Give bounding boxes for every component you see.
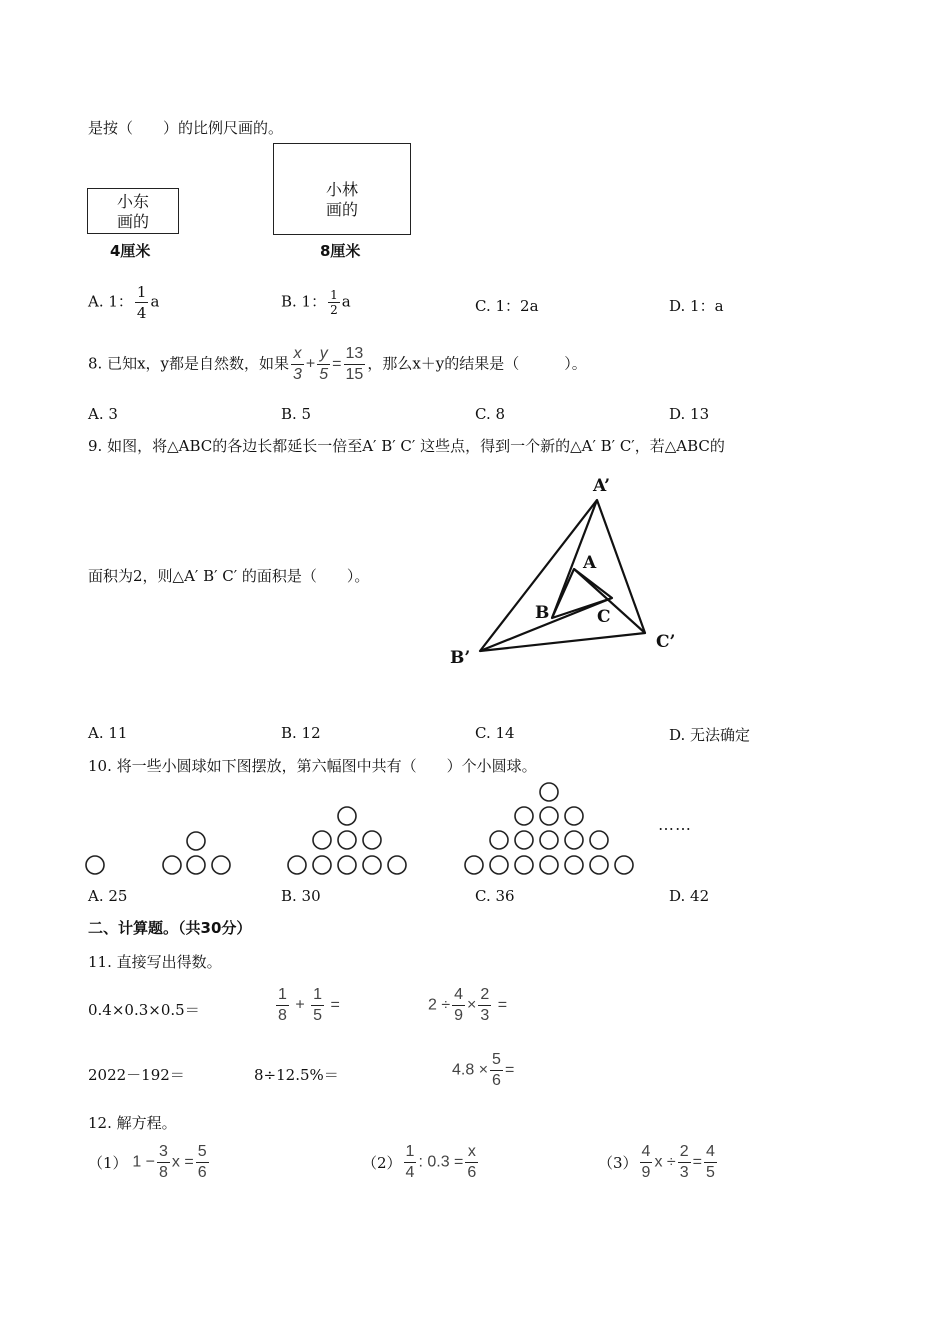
- eq-middle: x =: [171, 1153, 194, 1171]
- equals-sign: =: [330, 996, 340, 1014]
- opt-b-suffix: a: [341, 292, 351, 311]
- plus-sign: +: [305, 355, 316, 373]
- ball: [388, 856, 406, 874]
- fraction: [311, 985, 324, 1026]
- q8-stem: [88, 344, 587, 385]
- ball: [515, 831, 533, 849]
- small-drawing-box: [87, 188, 179, 234]
- ball: [338, 807, 356, 825]
- triangle-diagram: [440, 465, 710, 675]
- eq-middle: x ÷: [654, 1153, 676, 1171]
- denominator: 3: [293, 366, 302, 383]
- denominator: 3: [480, 1007, 490, 1024]
- operator: +: [295, 996, 305, 1014]
- ball: [540, 807, 558, 825]
- equation-1: [88, 1142, 211, 1183]
- label-a-prime: A’: [593, 476, 611, 496]
- fraction-x-3: [291, 344, 304, 385]
- small-box-line2: 画的: [116, 212, 149, 231]
- ball: [363, 831, 381, 849]
- numerator: 1: [311, 985, 324, 1006]
- ball: [565, 807, 583, 825]
- label-a: A: [583, 553, 597, 573]
- fraction-y-5: [317, 344, 330, 385]
- denominator: 8: [278, 1007, 287, 1024]
- fraction: [276, 985, 289, 1026]
- fraction: [490, 1050, 503, 1091]
- eq-label: （1）: [88, 1154, 128, 1172]
- large-drawing-box: [273, 143, 411, 235]
- ball: [338, 856, 356, 874]
- denominator: 4: [136, 304, 147, 322]
- q7-option-a[interactable]: [88, 282, 159, 323]
- q8-option-d[interactable]: D. 13: [669, 405, 710, 423]
- equals-sign: =: [692, 1153, 702, 1171]
- ball: [187, 856, 205, 874]
- fraction: [640, 1142, 653, 1183]
- fraction-13-15: [344, 344, 366, 385]
- ball: [86, 856, 104, 874]
- calc-6: [452, 1050, 514, 1091]
- q11-stem: 11. 直接写出得数。: [88, 953, 222, 971]
- q7-option-c[interactable]: C. 1：2a: [475, 297, 539, 315]
- opt-a-suffix: a: [150, 292, 160, 311]
- small-box-line1: 小东: [116, 192, 149, 211]
- eq-middle: : 0.3 =: [418, 1153, 464, 1171]
- fraction: [196, 1142, 209, 1183]
- eq-prefix: 1 −: [132, 1153, 156, 1171]
- q10-stem: 10. 将一些小圆球如下图摆放，第六幅图中共有（ ）个小圆球。: [88, 757, 537, 775]
- ball: [490, 831, 508, 849]
- numerator: 4: [452, 985, 465, 1006]
- calc-5: 8÷12.5%＝: [254, 1066, 339, 1084]
- ball: [163, 856, 181, 874]
- fraction: [704, 1142, 717, 1183]
- fraction: [452, 985, 465, 1026]
- denominator: 2: [330, 303, 338, 317]
- q8-option-a[interactable]: A. 3: [88, 405, 118, 423]
- fraction: [135, 282, 149, 323]
- calc-3: [428, 985, 507, 1026]
- q9-option-b[interactable]: B. 12: [281, 724, 321, 742]
- q10-option-a[interactable]: A. 25: [88, 887, 128, 905]
- fraction: [404, 1142, 417, 1183]
- denominator: 6: [492, 1072, 501, 1089]
- eq-label: （3）: [598, 1154, 638, 1172]
- q7-option-b[interactable]: [281, 288, 351, 317]
- fraction: [157, 1142, 170, 1183]
- ball: [540, 831, 558, 849]
- denominator: 9: [641, 1164, 651, 1181]
- denominator: 6: [467, 1164, 477, 1181]
- opt-b-prefix: B. 1：: [281, 292, 327, 311]
- ball: [515, 807, 533, 825]
- q12-stem: 12. 解方程。: [88, 1114, 177, 1132]
- ball: [313, 856, 331, 874]
- section-title: 二、计算题。（共30分）: [88, 919, 252, 937]
- ball: [615, 856, 633, 874]
- calc-4: 2022－192＝: [88, 1066, 185, 1084]
- q9-option-c[interactable]: C. 14: [475, 724, 515, 742]
- q8-suffix: ，那么x＋y的结果是（ ）。: [367, 354, 587, 373]
- numerator: 1: [404, 1142, 417, 1163]
- q8-option-b[interactable]: B. 5: [281, 405, 312, 423]
- ball: [590, 831, 608, 849]
- ball-patterns: [80, 778, 720, 880]
- ball: [212, 856, 230, 874]
- q9-stem-line1: 9. 如图，将△ABC的各边长都延长一倍至A′ B′ C′ 这些点，得到一个新的△A′ B′ C′，若△ABC的: [88, 437, 725, 455]
- numerator: 4: [640, 1142, 653, 1163]
- numerator: 2: [678, 1142, 691, 1163]
- ball: [490, 856, 508, 874]
- large-box-line1: 小林: [325, 180, 358, 199]
- denominator: 6: [197, 1164, 207, 1181]
- calc-2: [274, 985, 340, 1026]
- ball: [313, 831, 331, 849]
- operator: ×: [467, 996, 477, 1014]
- q9-option-a[interactable]: A. 11: [88, 724, 128, 742]
- large-box-caption: 8厘米: [320, 242, 361, 260]
- ball: [288, 856, 306, 874]
- calc-1: 0.4×0.3×0.5＝: [88, 1001, 200, 1019]
- ball: [465, 856, 483, 874]
- fraction: [328, 288, 340, 317]
- ball: [565, 856, 583, 874]
- numerator: 13: [344, 344, 366, 365]
- fraction: [478, 985, 491, 1026]
- numerator: 2: [478, 985, 491, 1006]
- ball: [338, 831, 356, 849]
- numerator: 5: [196, 1142, 209, 1163]
- ball: [515, 856, 533, 874]
- equals-sign: =: [332, 355, 342, 373]
- ball: [363, 856, 381, 874]
- numerator: 1: [330, 288, 338, 302]
- q10-option-c[interactable]: C. 36: [475, 887, 515, 905]
- numerator: 5: [490, 1050, 503, 1071]
- numerator: x: [465, 1142, 478, 1163]
- ball: [540, 783, 558, 801]
- ball: [565, 831, 583, 849]
- numerator: 4: [704, 1142, 717, 1163]
- numerator: 1: [276, 985, 289, 1006]
- equation-3: [598, 1142, 719, 1183]
- ball: [590, 856, 608, 874]
- large-box-line2: 画的: [325, 200, 358, 219]
- prefix: 2 ÷: [428, 996, 451, 1014]
- denominator: 5: [705, 1164, 715, 1181]
- denominator: 4: [405, 1164, 415, 1181]
- fraction: [465, 1142, 478, 1183]
- equation-2: [362, 1142, 480, 1183]
- denominator: 8: [159, 1164, 168, 1181]
- denominator: 3: [679, 1164, 689, 1181]
- q9-option-d[interactable]: D. 无法确定: [669, 726, 751, 744]
- q8-option-c[interactable]: C. 8: [475, 405, 506, 423]
- denominator: 5: [313, 1007, 323, 1024]
- ellipsis: ……: [658, 815, 692, 834]
- eq-label: （2）: [362, 1154, 402, 1172]
- equals-sign: =: [497, 996, 508, 1014]
- ball: [540, 856, 558, 874]
- equals-sign: =: [504, 1061, 515, 1079]
- numerator: 3: [157, 1142, 170, 1163]
- ball: [187, 832, 205, 850]
- denominator: 15: [345, 366, 364, 383]
- small-box-caption: 4厘米: [110, 242, 151, 260]
- label-b: B: [535, 603, 550, 623]
- numerator: y: [317, 344, 330, 365]
- q10-option-b[interactable]: B. 30: [281, 887, 321, 905]
- prefix: 4.8 ×: [452, 1061, 489, 1079]
- q8-prefix: 8. 已知x，y都是自然数，如果: [88, 354, 290, 373]
- label-c-prime: C’: [656, 632, 676, 652]
- numerator: x: [291, 344, 304, 365]
- label-c: C: [597, 607, 611, 627]
- q10-option-d[interactable]: D. 42: [669, 887, 710, 905]
- q7-stem: 是按（ ）的比例尺画的。: [88, 119, 284, 137]
- opt-a-prefix: A. 1：: [88, 292, 133, 311]
- q9-stem-line2: 面积为2，则△A′ B′ C′ 的面积是（ ）。: [88, 567, 370, 585]
- numerator: 1: [136, 283, 147, 301]
- q7-option-d[interactable]: D. 1：a: [669, 297, 724, 315]
- outer-triangle: [480, 500, 645, 651]
- label-b-prime: B’: [450, 648, 471, 668]
- denominator: 9: [454, 1007, 464, 1024]
- denominator: 5: [319, 366, 329, 383]
- fraction: [678, 1142, 691, 1183]
